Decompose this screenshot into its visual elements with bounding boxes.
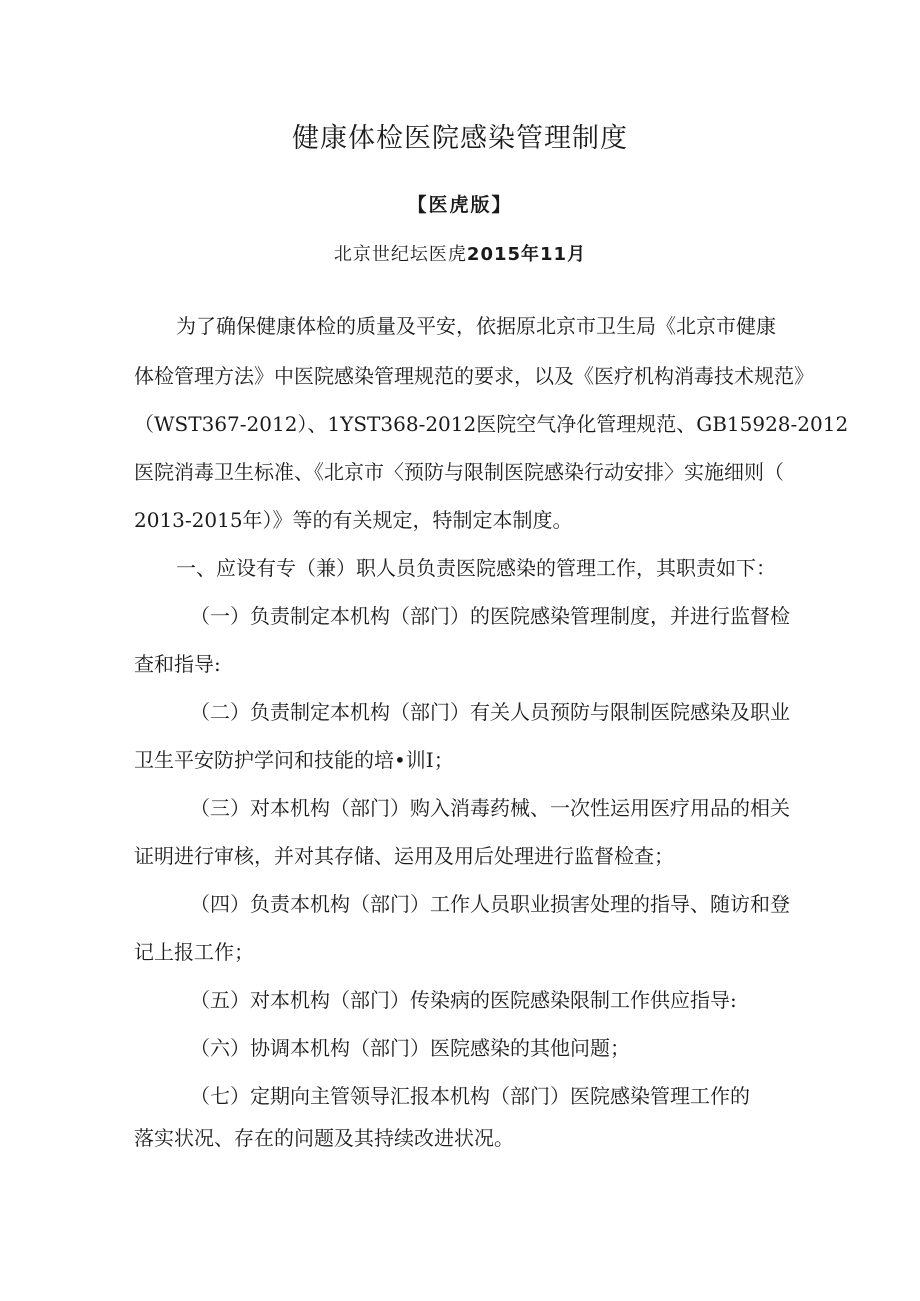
- list-item-line: （二）负责制定本机构（部门）有关人员预防与限制医院感染及职业: [190, 700, 790, 724]
- document-title: 健康体检医院感染管理制度: [292, 123, 628, 154]
- body-line: 为了确保健康体检的质量及平安，依据原北京市卫生局《北京市健康: [176, 314, 776, 338]
- list-item-line: 查和指导:: [134, 652, 221, 676]
- list-item-line: 卫生平安防护学问和技能的培•训I；: [134, 748, 454, 772]
- body-line: 体检管理方法》中医院感染管理规范的要求，以及《医疗机构消毒技术规范》: [134, 364, 814, 388]
- edition-label: 【医虎版】: [407, 194, 513, 216]
- list-item-line: （三）对本机构（部门）购入消毒药械、一次性运用医疗用品的相关: [190, 796, 790, 820]
- list-item-line: 记上报工作；: [134, 940, 254, 964]
- organization-name: 北京世纪坛医虎: [333, 244, 467, 265]
- list-item-line: （五）对本机构（部门）传染病的医院感染限制工作供应指导:: [190, 988, 737, 1012]
- list-item-line: （一）负责制定本机构（部门）的医院感染管理制度，并进行监督检: [190, 604, 790, 628]
- org-date-line: [0, 240, 920, 266]
- publish-date: 2015年11月: [466, 244, 587, 265]
- body-line: 2013-2015年）》等的有关规定，特制定本制度。: [134, 508, 573, 532]
- list-item-line: （四）负责本机构（部门）工作人员职业损害处理的指导、随访和登: [190, 892, 790, 916]
- section-heading: 一、应设有专（兼）职人员负责医院感染的管理工作，其职责如下：: [176, 556, 776, 580]
- list-item-line: （六）协调本机构（部门）医院感染的其他问题；: [190, 1036, 630, 1060]
- list-item-line: 落实状况、存在的问题及其持续改进状况。: [134, 1126, 514, 1150]
- body-line: （WST367-2012）、1YST368-2012医院空气净化管理规范、GB15928-2012: [134, 412, 849, 436]
- body-line: 医院消毒卫生标准、《北京市〈预防与限制医院感染行动安排〉实施细则（: [134, 460, 784, 484]
- list-item-line: 证明进行审核，并对其存储、运用及用后处理进行监督检查；: [134, 844, 674, 868]
- list-item-line: （七）定期向主管领导汇报本机构（部门）医院感染管理工作的: [190, 1084, 750, 1108]
